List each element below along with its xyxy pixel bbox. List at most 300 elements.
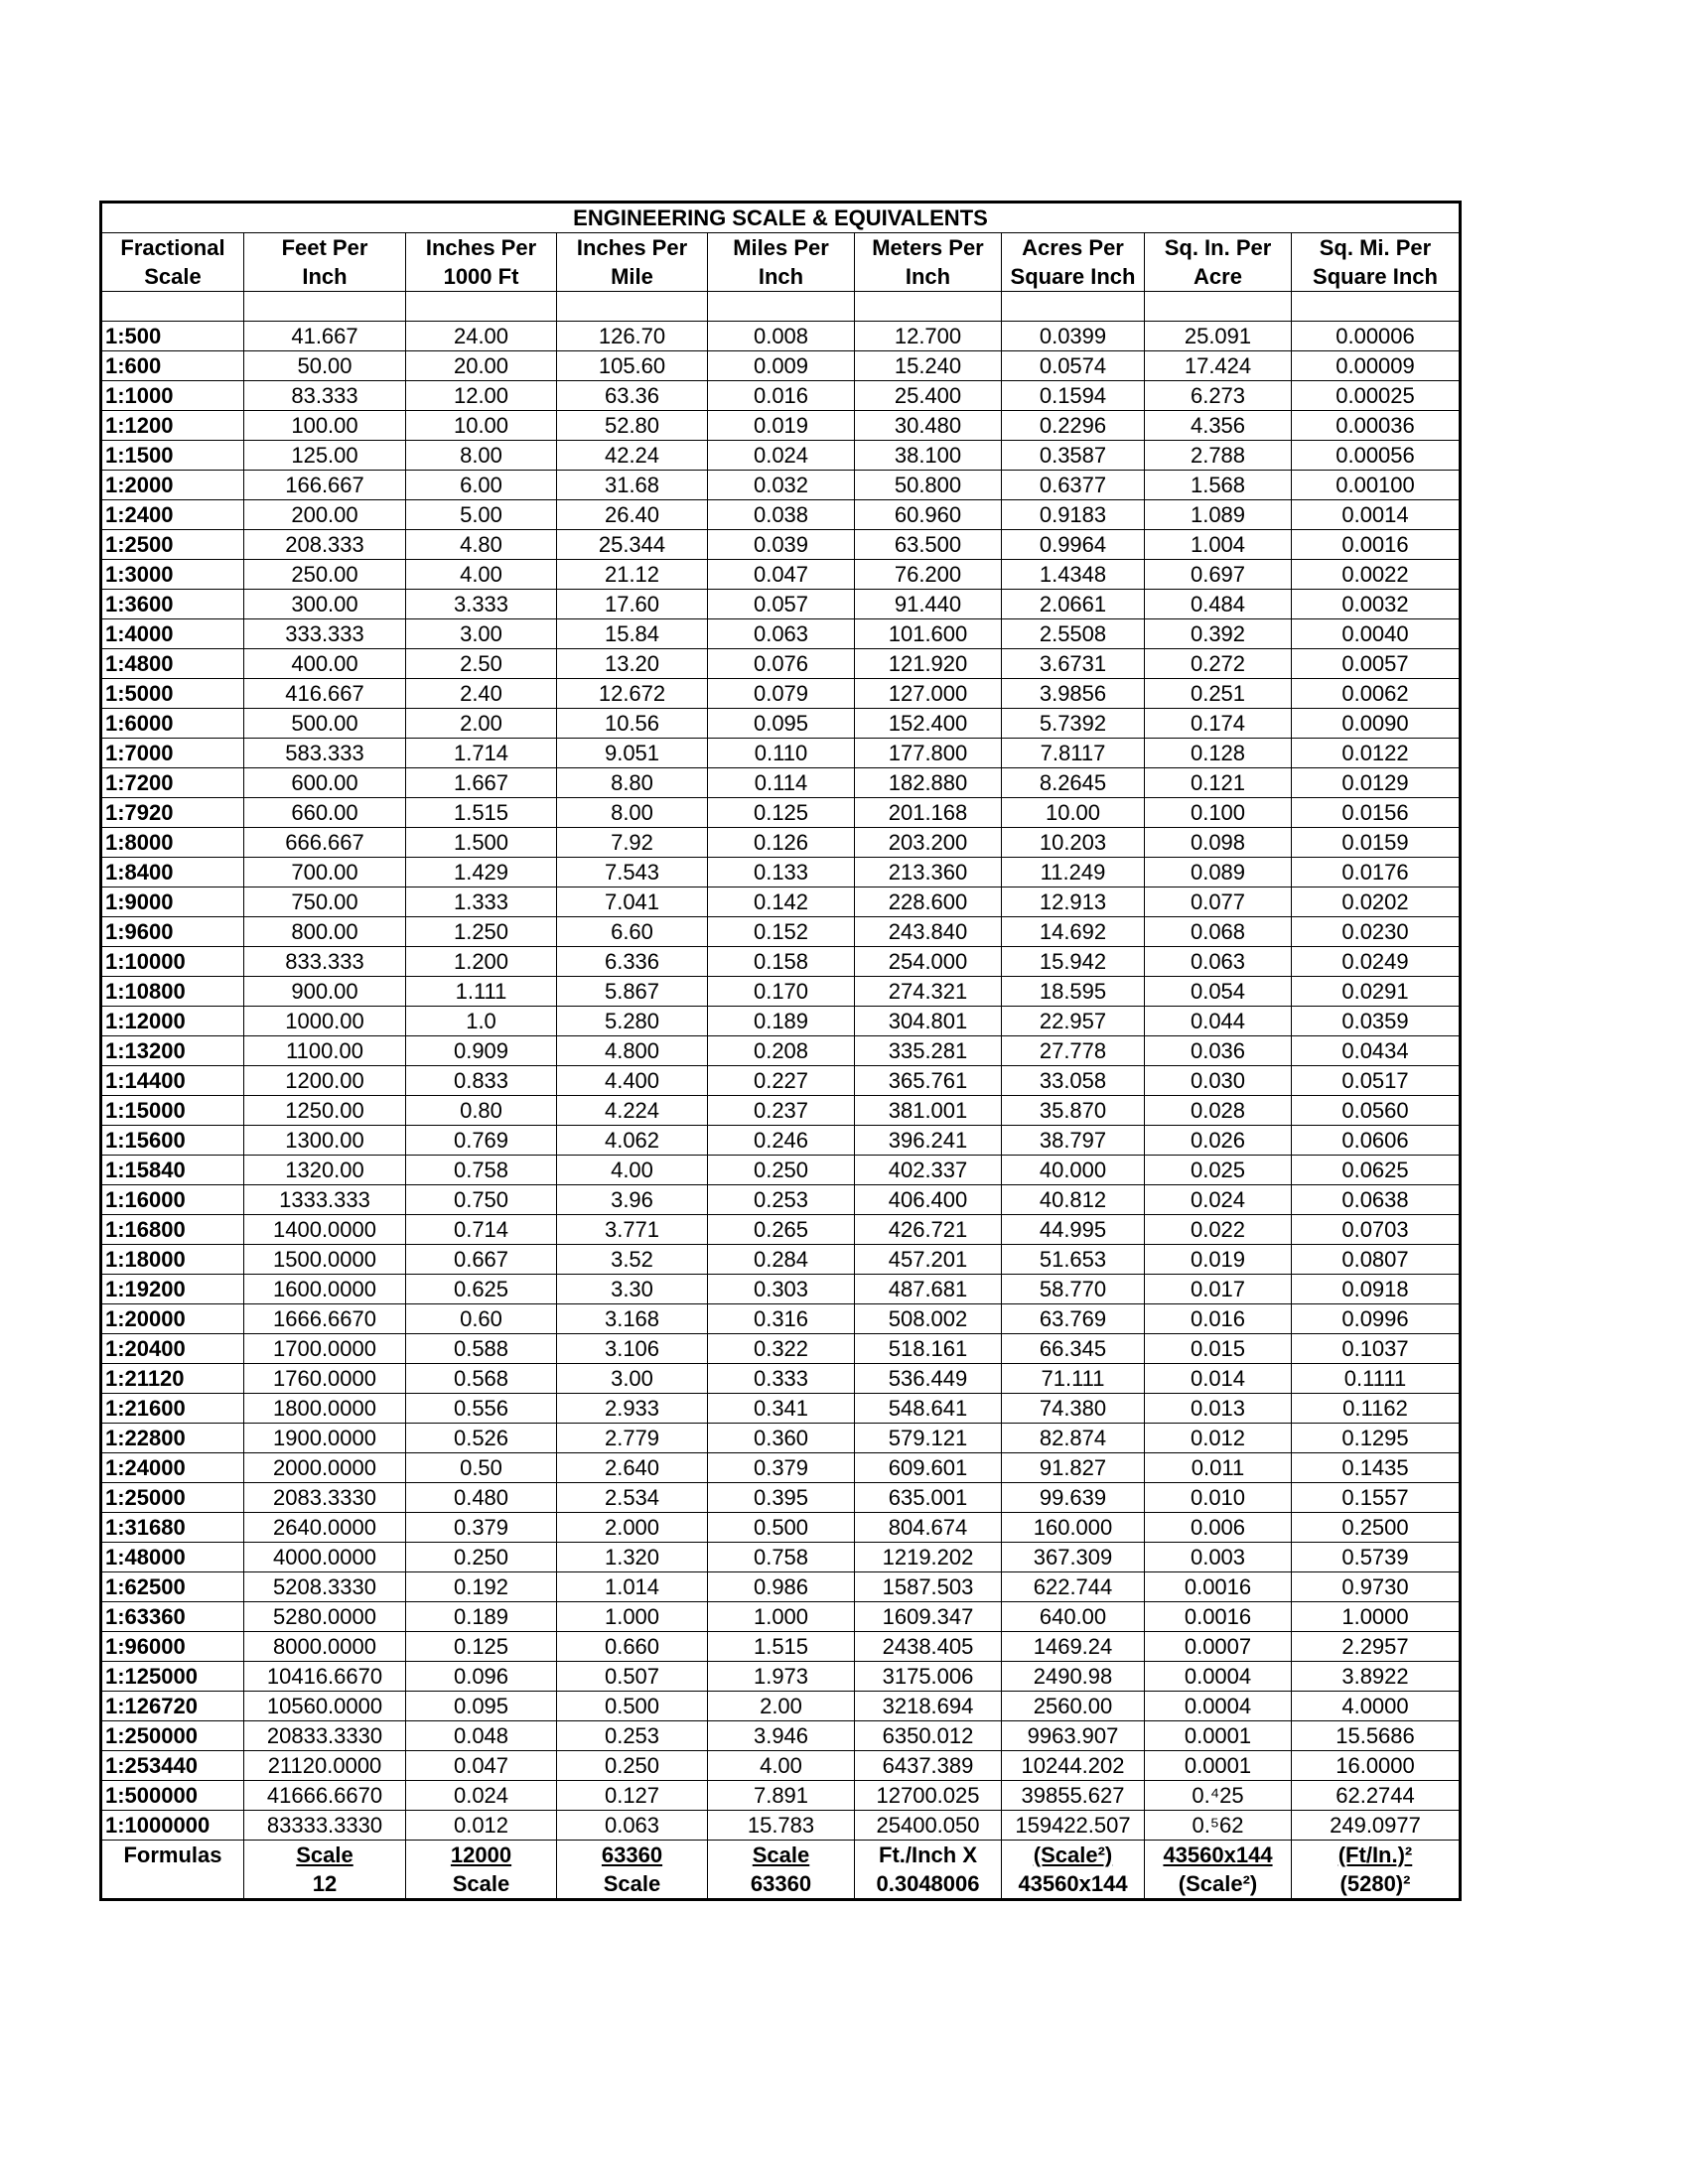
- value-cell: 0.0159: [1292, 828, 1461, 858]
- scale-cell: 1:250000: [101, 1721, 244, 1751]
- value-cell: 0.0918: [1292, 1275, 1461, 1304]
- value-cell: 9963.907: [1002, 1721, 1145, 1751]
- column-header: Scale: [101, 262, 244, 292]
- table-row: [101, 471, 1461, 500]
- empty-cell: [244, 292, 406, 322]
- value-cell: 22.957: [1002, 1007, 1145, 1036]
- value-cell: 0.00036: [1292, 411, 1461, 441]
- value-cell: 0.054: [1145, 977, 1292, 1007]
- value-cell: 0.192: [406, 1572, 557, 1602]
- value-cell: 30.480: [855, 411, 1002, 441]
- table-row: [101, 411, 1461, 441]
- value-cell: 1800.0000: [244, 1394, 406, 1424]
- scale-cell: 1:18000: [101, 1245, 244, 1275]
- value-cell: 3.771: [557, 1215, 708, 1245]
- value-cell: 10.00: [1002, 798, 1145, 828]
- value-cell: 27.778: [1002, 1036, 1145, 1066]
- table-row: [101, 1811, 1461, 1841]
- value-cell: 50.800: [855, 471, 1002, 500]
- value-cell: 0.250: [406, 1543, 557, 1572]
- value-cell: 2560.00: [1002, 1692, 1145, 1721]
- value-cell: 0.0016: [1145, 1602, 1292, 1632]
- header-row-2: [101, 262, 1461, 292]
- value-cell: 0.0007: [1145, 1632, 1292, 1662]
- value-cell: 4.00: [557, 1156, 708, 1185]
- value-cell: 0.017: [1145, 1275, 1292, 1304]
- value-cell: 11.249: [1002, 858, 1145, 887]
- formula-denominator: 0.3048006: [855, 1869, 1002, 1900]
- value-cell: 0.063: [557, 1811, 708, 1841]
- table-row: [101, 1543, 1461, 1572]
- value-cell: 4.80: [406, 530, 557, 560]
- value-cell: 0.⁵62: [1145, 1811, 1292, 1841]
- value-cell: 333.333: [244, 619, 406, 649]
- scale-cell: 1:1000000: [101, 1811, 244, 1841]
- scale-cell: 1:3000: [101, 560, 244, 590]
- column-header: Miles Per: [708, 233, 855, 263]
- scale-cell: 1:10000: [101, 947, 244, 977]
- value-cell: 1400.0000: [244, 1215, 406, 1245]
- value-cell: 250.00: [244, 560, 406, 590]
- table-row: [101, 1275, 1461, 1304]
- value-cell: 400.00: [244, 649, 406, 679]
- scale-cell: 1:12000: [101, 1007, 244, 1036]
- value-cell: 21120.0000: [244, 1751, 406, 1781]
- table-row: [101, 322, 1461, 351]
- value-cell: 0.048: [406, 1721, 557, 1751]
- formula-denominator: [101, 1869, 244, 1900]
- value-cell: 1.000: [557, 1602, 708, 1632]
- table-row: [101, 530, 1461, 560]
- value-cell: 0.063: [1145, 947, 1292, 977]
- value-cell: 1.0000: [1292, 1602, 1461, 1632]
- value-cell: 0.011: [1145, 1453, 1292, 1483]
- value-cell: 12.00: [406, 381, 557, 411]
- scale-cell: 1:9000: [101, 887, 244, 917]
- value-cell: 0.142: [708, 887, 855, 917]
- value-cell: 0.00100: [1292, 471, 1461, 500]
- column-header: Meters Per: [855, 233, 1002, 263]
- value-cell: 6.273: [1145, 381, 1292, 411]
- scale-cell: 1:253440: [101, 1751, 244, 1781]
- value-cell: 82.874: [1002, 1424, 1145, 1453]
- value-cell: 3.52: [557, 1245, 708, 1275]
- value-cell: 1700.0000: [244, 1334, 406, 1364]
- value-cell: 0.036: [1145, 1036, 1292, 1066]
- value-cell: 0.009: [708, 351, 855, 381]
- value-cell: 8.2645: [1002, 768, 1145, 798]
- value-cell: 3.6731: [1002, 649, 1145, 679]
- value-cell: 396.241: [855, 1126, 1002, 1156]
- value-cell: 0.660: [557, 1632, 708, 1662]
- value-cell: 0.0517: [1292, 1066, 1461, 1096]
- value-cell: 0.0040: [1292, 619, 1461, 649]
- value-cell: 3.8922: [1292, 1662, 1461, 1692]
- value-cell: 127.000: [855, 679, 1002, 709]
- value-cell: 548.641: [855, 1394, 1002, 1424]
- value-cell: 536.449: [855, 1364, 1002, 1394]
- column-header: Inch: [855, 262, 1002, 292]
- value-cell: 0.174: [1145, 709, 1292, 739]
- value-cell: 91.827: [1002, 1453, 1145, 1483]
- value-cell: 0.⁴25: [1145, 1781, 1292, 1811]
- value-cell: 0.909: [406, 1036, 557, 1066]
- value-cell: 1.014: [557, 1572, 708, 1602]
- table-title-row: [101, 203, 1461, 233]
- value-cell: 1609.347: [855, 1602, 1002, 1632]
- value-cell: 33.058: [1002, 1066, 1145, 1096]
- table-row: [101, 768, 1461, 798]
- formula-numerator: 43560x144: [1145, 1841, 1292, 1870]
- empty-cell: [406, 292, 557, 322]
- value-cell: 1219.202: [855, 1543, 1002, 1572]
- table-row: [101, 1721, 1461, 1751]
- value-cell: 579.121: [855, 1424, 1002, 1453]
- empty-cell: [1145, 292, 1292, 322]
- table-row: [101, 887, 1461, 917]
- value-cell: 41.667: [244, 322, 406, 351]
- value-cell: 700.00: [244, 858, 406, 887]
- value-cell: 1100.00: [244, 1036, 406, 1066]
- value-cell: 0.057: [708, 590, 855, 619]
- value-cell: 800.00: [244, 917, 406, 947]
- value-cell: 0.0122: [1292, 739, 1461, 768]
- value-cell: 5208.3330: [244, 1572, 406, 1602]
- value-cell: 10416.6670: [244, 1662, 406, 1692]
- table-row: [101, 1126, 1461, 1156]
- scale-cell: 1:125000: [101, 1662, 244, 1692]
- value-cell: 25.091: [1145, 322, 1292, 351]
- value-cell: 3.333: [406, 590, 557, 619]
- column-header: Square Inch: [1292, 262, 1461, 292]
- scale-cell: 1:10800: [101, 977, 244, 1007]
- value-cell: 0.014: [1145, 1364, 1292, 1394]
- value-cell: 160.000: [1002, 1513, 1145, 1543]
- value-cell: 1.320: [557, 1543, 708, 1572]
- value-cell: 0.0574: [1002, 351, 1145, 381]
- value-cell: 1.515: [708, 1632, 855, 1662]
- value-cell: 0.026: [1145, 1126, 1292, 1156]
- scale-cell: 1:19200: [101, 1275, 244, 1304]
- value-cell: 0.2500: [1292, 1513, 1461, 1543]
- value-cell: 213.360: [855, 858, 1002, 887]
- value-cell: 3.30: [557, 1275, 708, 1304]
- value-cell: 2.2957: [1292, 1632, 1461, 1662]
- value-cell: 0.016: [1145, 1304, 1292, 1334]
- column-header: Feet Per: [244, 233, 406, 263]
- value-cell: 208.333: [244, 530, 406, 560]
- scale-cell: 1:16800: [101, 1215, 244, 1245]
- value-cell: 1333.333: [244, 1185, 406, 1215]
- value-cell: 8.80: [557, 768, 708, 798]
- value-cell: 0.00025: [1292, 381, 1461, 411]
- value-cell: 0.322: [708, 1334, 855, 1364]
- value-cell: 0.0004: [1145, 1662, 1292, 1692]
- formula-denominator: (Scale²): [1145, 1869, 1292, 1900]
- value-cell: 249.0977: [1292, 1811, 1461, 1841]
- value-cell: 0.303: [708, 1275, 855, 1304]
- value-cell: 152.400: [855, 709, 1002, 739]
- formula-numerator: 12000: [406, 1841, 557, 1870]
- value-cell: 1.973: [708, 1662, 855, 1692]
- value-cell: 0.9730: [1292, 1572, 1461, 1602]
- column-header: Sq. Mi. Per: [1292, 233, 1461, 263]
- value-cell: 0.012: [1145, 1424, 1292, 1453]
- formula-row-numerator: [101, 1841, 1461, 1870]
- value-cell: 0.170: [708, 977, 855, 1007]
- value-cell: 41666.6670: [244, 1781, 406, 1811]
- value-cell: 2490.98: [1002, 1662, 1145, 1692]
- value-cell: 91.440: [855, 590, 1002, 619]
- value-cell: 0.0014: [1292, 500, 1461, 530]
- value-cell: 4.062: [557, 1126, 708, 1156]
- value-cell: 0.395: [708, 1483, 855, 1513]
- value-cell: 804.674: [855, 1513, 1002, 1543]
- value-cell: 0.5739: [1292, 1543, 1461, 1572]
- empty-cell: [708, 292, 855, 322]
- value-cell: 0.0703: [1292, 1215, 1461, 1245]
- column-header: Sq. In. Per: [1145, 233, 1292, 263]
- scale-cell: 1:21600: [101, 1394, 244, 1424]
- formula-numerator: Scale: [244, 1841, 406, 1870]
- scale-cell: 1:96000: [101, 1632, 244, 1662]
- scale-cell: 1:6000: [101, 709, 244, 739]
- value-cell: 0.063: [708, 619, 855, 649]
- scale-cell: 1:48000: [101, 1543, 244, 1572]
- table-row: [101, 1453, 1461, 1483]
- value-cell: 10.203: [1002, 828, 1145, 858]
- scale-cell: 1:126720: [101, 1692, 244, 1721]
- table-row: [101, 798, 1461, 828]
- value-cell: 0.025: [1145, 1156, 1292, 1185]
- value-cell: 0.284: [708, 1245, 855, 1275]
- formula-numerator: 63360: [557, 1841, 708, 1870]
- value-cell: 0.00006: [1292, 322, 1461, 351]
- value-cell: 6437.389: [855, 1751, 1002, 1781]
- value-cell: 38.100: [855, 441, 1002, 471]
- value-cell: 3.00: [406, 619, 557, 649]
- value-cell: 63.500: [855, 530, 1002, 560]
- value-cell: 40.000: [1002, 1156, 1145, 1185]
- scale-cell: 1:2000: [101, 471, 244, 500]
- value-cell: 83.333: [244, 381, 406, 411]
- value-cell: 0.697: [1145, 560, 1292, 590]
- scale-cell: 1:4000: [101, 619, 244, 649]
- value-cell: 3.106: [557, 1334, 708, 1364]
- value-cell: 0.0001: [1145, 1751, 1292, 1781]
- value-cell: 0.769: [406, 1126, 557, 1156]
- formula-numerator: Scale: [708, 1841, 855, 1870]
- value-cell: 0.0062: [1292, 679, 1461, 709]
- value-cell: 0.0022: [1292, 560, 1461, 590]
- value-cell: 100.00: [244, 411, 406, 441]
- value-cell: 0.0560: [1292, 1096, 1461, 1126]
- scale-cell: 1:8000: [101, 828, 244, 858]
- value-cell: 0.121: [1145, 768, 1292, 798]
- value-cell: 2.40: [406, 679, 557, 709]
- value-cell: 166.667: [244, 471, 406, 500]
- value-cell: 4.400: [557, 1066, 708, 1096]
- value-cell: 51.653: [1002, 1245, 1145, 1275]
- value-cell: 31.68: [557, 471, 708, 500]
- table-row: [101, 500, 1461, 530]
- value-cell: 1469.24: [1002, 1632, 1145, 1662]
- value-cell: 6.60: [557, 917, 708, 947]
- formula-denominator: 43560x144: [1002, 1869, 1145, 1900]
- value-cell: 0.079: [708, 679, 855, 709]
- value-cell: 0.022: [1145, 1215, 1292, 1245]
- scale-cell: 1:600: [101, 351, 244, 381]
- value-cell: 0.008: [708, 322, 855, 351]
- value-cell: 0.100: [1145, 798, 1292, 828]
- value-cell: 0.096: [406, 1662, 557, 1692]
- column-header: Square Inch: [1002, 262, 1145, 292]
- value-cell: 0.077: [1145, 887, 1292, 917]
- value-cell: 666.667: [244, 828, 406, 858]
- value-cell: 25400.050: [855, 1811, 1002, 1841]
- column-header: 1000 Ft: [406, 262, 557, 292]
- table-row: [101, 858, 1461, 887]
- value-cell: 0.110: [708, 739, 855, 768]
- value-cell: 365.761: [855, 1066, 1002, 1096]
- table-row: [101, 590, 1461, 619]
- value-cell: 0.750: [406, 1185, 557, 1215]
- value-cell: 0.246: [708, 1126, 855, 1156]
- value-cell: 121.920: [855, 649, 1002, 679]
- value-cell: 2000.0000: [244, 1453, 406, 1483]
- value-cell: 1666.6670: [244, 1304, 406, 1334]
- value-cell: 0.0129: [1292, 768, 1461, 798]
- table-row: [101, 1007, 1461, 1036]
- value-cell: 0.125: [708, 798, 855, 828]
- value-cell: 0.012: [406, 1811, 557, 1841]
- value-cell: 0.1162: [1292, 1394, 1461, 1424]
- value-cell: 58.770: [1002, 1275, 1145, 1304]
- column-header: Inches Per: [557, 233, 708, 263]
- table-row: [101, 709, 1461, 739]
- scale-cell: 1:15000: [101, 1096, 244, 1126]
- value-cell: 622.744: [1002, 1572, 1145, 1602]
- value-cell: 0.0638: [1292, 1185, 1461, 1215]
- value-cell: 182.880: [855, 768, 1002, 798]
- value-cell: 3.168: [557, 1304, 708, 1334]
- formula-numerator: (Scale²): [1002, 1841, 1145, 1870]
- table-row: [101, 1513, 1461, 1543]
- value-cell: 0.068: [1145, 917, 1292, 947]
- value-cell: 1.515: [406, 798, 557, 828]
- value-cell: 2.00: [708, 1692, 855, 1721]
- value-cell: 0.360: [708, 1424, 855, 1453]
- value-cell: 101.600: [855, 619, 1002, 649]
- value-cell: 99.639: [1002, 1483, 1145, 1513]
- value-cell: 16.0000: [1292, 1751, 1461, 1781]
- value-cell: 63.769: [1002, 1304, 1145, 1334]
- value-cell: 254.000: [855, 947, 1002, 977]
- value-cell: 750.00: [244, 887, 406, 917]
- scale-cell: 1:62500: [101, 1572, 244, 1602]
- value-cell: 0.0996: [1292, 1304, 1461, 1334]
- scale-cell: 1:1000: [101, 381, 244, 411]
- spacer-row: [101, 292, 1461, 322]
- value-cell: 0.1037: [1292, 1334, 1461, 1364]
- value-cell: 2.933: [557, 1394, 708, 1424]
- value-cell: 0.253: [557, 1721, 708, 1751]
- table-row: [101, 1156, 1461, 1185]
- value-cell: 0.015: [1145, 1334, 1292, 1364]
- value-cell: 0.0291: [1292, 977, 1461, 1007]
- value-cell: 0.095: [708, 709, 855, 739]
- value-cell: 1.111: [406, 977, 557, 1007]
- value-cell: 0.316: [708, 1304, 855, 1334]
- value-cell: 0.0399: [1002, 322, 1145, 351]
- formula-numerator: (Ft/In.)²: [1292, 1841, 1461, 1870]
- formula-denominator: Scale: [557, 1869, 708, 1900]
- value-cell: 609.601: [855, 1453, 1002, 1483]
- value-cell: 2.779: [557, 1424, 708, 1453]
- value-cell: 0.80: [406, 1096, 557, 1126]
- value-cell: 0.0176: [1292, 858, 1461, 887]
- value-cell: 0.158: [708, 947, 855, 977]
- value-cell: 0.1594: [1002, 381, 1145, 411]
- value-cell: 367.309: [1002, 1543, 1145, 1572]
- value-cell: 0.189: [406, 1602, 557, 1632]
- value-cell: 3.96: [557, 1185, 708, 1215]
- value-cell: 0.500: [557, 1692, 708, 1721]
- value-cell: 6350.012: [855, 1721, 1002, 1751]
- value-cell: 20833.3330: [244, 1721, 406, 1751]
- scale-cell: 1:22800: [101, 1424, 244, 1453]
- value-cell: 1500.0000: [244, 1245, 406, 1275]
- scale-cell: 1:500: [101, 322, 244, 351]
- scale-cell: 1:1200: [101, 411, 244, 441]
- value-cell: 0.1295: [1292, 1424, 1461, 1453]
- value-cell: 1760.0000: [244, 1364, 406, 1394]
- value-cell: 1200.00: [244, 1066, 406, 1096]
- value-cell: 1.667: [406, 768, 557, 798]
- value-cell: 0.019: [1145, 1245, 1292, 1275]
- value-cell: 1000.00: [244, 1007, 406, 1036]
- value-cell: 0.392: [1145, 619, 1292, 649]
- value-cell: 5.00: [406, 500, 557, 530]
- scale-cell: 1:8400: [101, 858, 244, 887]
- value-cell: 0.667: [406, 1245, 557, 1275]
- value-cell: 2.50: [406, 649, 557, 679]
- value-cell: 7.041: [557, 887, 708, 917]
- value-cell: 15.783: [708, 1811, 855, 1841]
- table-row: [101, 947, 1461, 977]
- value-cell: 0.028: [1145, 1096, 1292, 1126]
- value-cell: 1.004: [1145, 530, 1292, 560]
- table-row: [101, 1364, 1461, 1394]
- value-cell: 0.128: [1145, 739, 1292, 768]
- scale-cell: 1:2400: [101, 500, 244, 530]
- value-cell: 177.800: [855, 739, 1002, 768]
- value-cell: 0.00056: [1292, 441, 1461, 471]
- scale-table-sheet: [99, 201, 1462, 1901]
- value-cell: 12.672: [557, 679, 708, 709]
- value-cell: 300.00: [244, 590, 406, 619]
- value-cell: 0.3587: [1002, 441, 1145, 471]
- value-cell: 4.224: [557, 1096, 708, 1126]
- table-row: [101, 1662, 1461, 1692]
- value-cell: 0.986: [708, 1572, 855, 1602]
- value-cell: 0.00009: [1292, 351, 1461, 381]
- table-row: [101, 1066, 1461, 1096]
- value-cell: 7.8117: [1002, 739, 1145, 768]
- value-cell: 63.36: [557, 381, 708, 411]
- value-cell: 0.0090: [1292, 709, 1461, 739]
- value-cell: 9.051: [557, 739, 708, 768]
